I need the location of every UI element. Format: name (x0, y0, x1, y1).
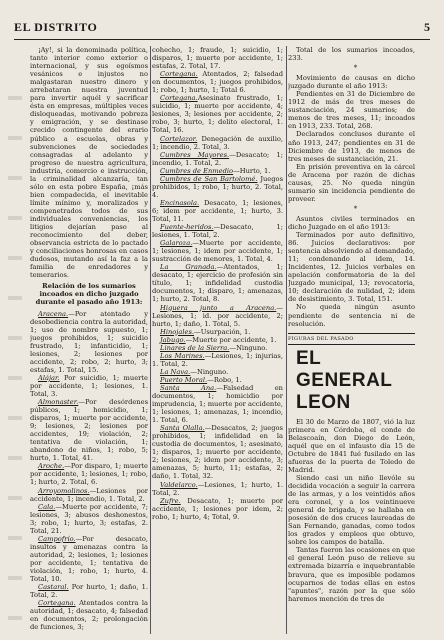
place-name: Cala. (38, 502, 56, 511)
place-name: Galaroza. (160, 239, 193, 248)
entry: Los Marines.—Lesiones, 1; injurias, 1. Total, 2. (152, 351, 283, 368)
entry: Santa Ana.—Falsedad en documentos, 1; homicidio por imprudencia, 1; muerte por accidente, 1; lesiones, 1; amenazas, 1; incendio, 1. Total, 6. (152, 383, 283, 425)
entry: Encinasola. Desacato, 1; lesiones, 6; idem por accidente, 1; hurto, 3. Total, 11. (152, 198, 283, 223)
entry: Cortegana. Atentados contra la autoridad, 1; desacato, 4; falsedad en documentos, 2; prolongación de funciones, 3; (30, 599, 148, 632)
entry: Cala.—Muerte por accidente, 7; lesiones, 3; abusos deshonestos, 3; robo, 1; hurto, 3; estafas, 2. Total, 21. (30, 502, 148, 535)
paragraph: En prisión preventiva en la cárcel de Aracena por razón de dichas causas, 25. No queda ningún sumario sin incidencia pendiente de proveer. (288, 162, 415, 203)
entry: Cortegana. Atentados, 2; falsedad en documentos, 1; juegos prohibidos, 1; robo, 1; hurto, 1; Total 6. (152, 70, 283, 95)
paragraph: Terminados por auto definitivo, 86. Juicios declarativos: por sentencia absolviendo al demandado, 11; condenando al idem, 14. Incidentes, 12. Juicios verbales en apelación conformatoria de la del Juzgado municipal, 13; revocatoria, 10; declaración de nulidad, 2; idem de desistimiento, 3. Total, 151. (288, 231, 415, 304)
place-name: Cortelazor. (160, 134, 198, 143)
entry: Valdelarco.—Lesiones, 1; hurto, 1. Total, 2. (152, 480, 283, 497)
entry: Cumbres de San Bartolomé. Juegos prohibidos, 1; robo, 1; hurto, 2. Total, 4. (152, 174, 283, 199)
column-divider (286, 46, 287, 634)
place-name: Valdelarco. (160, 480, 198, 489)
entry: Santa Olalla.—Desacatos, 2; juegos prohibidos, 1; infidelidad en la custodia de documentos, 1; asesinato, 1; disparos, 1; muerte por accidente, 2; lesiones, 2; idem por accidente, 3; amenazas, 5; hurto, 11; estafas, 2; daño, 1. Total, 32. (152, 424, 283, 481)
place-name: Linares de la Sierra. (160, 343, 230, 352)
place-name: Zufre. (160, 496, 181, 505)
place-name: Higuera junto a Aracena. (160, 303, 277, 312)
entry: Zufre. Desacato, 1; muerte por accidente, 1; lesiones por idem, 2; robo, 1; hurto, 4; Total, 9. (152, 496, 283, 521)
entry: Linares de la Sierra.—Ninguno. (160, 343, 268, 352)
paragraph: Asuntos civiles terminados en dicho Juzgado en el año 1913: (288, 214, 415, 231)
header-rule (14, 39, 430, 40)
paragraph: Pendientes en 31 de Diciembre de 1912 de más de tres meses de sustanciación, 24 sumarios; de menos de tres meses, 11; incoados en 1913, 233. Total, 268. (288, 90, 415, 131)
entry: Galaroza.—Muerte por accidente, 1; lesiones, 1; idem por accidente, 1; sustracción de menores, 1. Total, 4. (152, 239, 283, 264)
entry: Jabugo.—Muerte por accidente, 1. (160, 335, 277, 344)
place-name: Santa Ana. (160, 383, 217, 392)
page-number: 5 (424, 20, 430, 34)
entry: La Nava.—Ninguno. (160, 367, 229, 376)
place-name: La Granada. (160, 263, 217, 272)
column-3 (288, 46, 415, 634)
section-asterisk: * (353, 204, 358, 213)
place-name: Aroche. (38, 462, 65, 471)
entry: La Granada.—Atentados, 1; desacato, 1; ejercicio de profesión sin título, 1; infidelidad custodia documentos, 1; disparo, 1; amenazas, 1; hurto, 2. Total, 8. (152, 263, 283, 304)
entry: Almonaster.—Por desórdenes públicos, 1; homicidio, 1; disparos, 1; muerte por accidente, 9; lesiones, 2; lesiones por accidentes, 19; violación, 2; tentativa de violación, 1; abandono de niños, 1; robo, 5; hurto, 1. Total, 41. (30, 398, 148, 463)
entry: Puerto Moral.—Robo, 1. (160, 375, 242, 384)
entry: Arroyomolinos.—Lesiones por accidente, 1; incendio, 1. Total, 2. (30, 486, 148, 503)
place-name: Cumbres Mayores. (160, 150, 230, 159)
place-name: Aracena. (38, 309, 69, 318)
section-asterisk: * (353, 64, 358, 73)
paragraph: No queda ningún asunto pendiente de sentencia ni de resolución. (288, 303, 415, 328)
place-name: Santa Olalla. (160, 424, 205, 433)
entry: Campofrío.—Por desacato, insultos y amenazas contra la autoridad, 2; lesiones, 1; lesiones por accidente, 1; tentativa de violación, 1; robo, 1; hurto, 4. Total, 10. (30, 534, 148, 584)
entry: Hinojales.—Usurpación, 1. (160, 327, 251, 336)
entry: Aracena.—Por atentado y desobediencia contra la autoridad, 1; uso de nombre supuesto, 1; juegos prohibidos, 1; suicidio frustrado, 1; infanticidio, 1; lesiones, 2; lesiones por accidente, 2; robo, 2; hurto, 3; estafas, 1. Total, 15. (30, 309, 148, 374)
entry: Fuente-heridos.—Desacato, 1; lesiones, 1. Total, 2. (152, 223, 283, 240)
place-name: Cumbres de San Bartolomé. (160, 174, 258, 183)
paragraph: ¡Ay!, si la denominada política, tanto interior como exterior o internacional, y sus egoísmos vesánicos e injustos no malgastaran nuestro dinero y arrebataran nuestra juventud para invertir aquél y sacrificar ésta en empresas, múltiples veces disloqueadas, motivando pobreza y emigración, y se destinase crecido contingente del erario público a escuelas, obras y subvenciones de sociedades consagradas al adelanto y progreso de nuestra agricultura, industria, comercio e instrucción, la criminalidad alcanzaría, tan sólo en esta pobre España, ¡más bien compadecida, el inevitable límite mínimo y, moralizados y compenetrados todos de sus individuales conveniencias, los litigios dejarían paso al reconocimiento del deber, observancia estricta de lo pactado y conciliaciones honrosas en casos dudosos, mutando así la faz a la familia de enredadores y temerarios. (30, 46, 148, 280)
place-name: Campofrío. (38, 534, 76, 543)
binding-margin (8, 60, 22, 630)
paragraph: Total de los sumarios incoados, 233. (288, 46, 415, 63)
paragraph: cohecho, 1; fraude, 1; suicidio, 1; disparos, 1; muerte por accidente, 1; estafas, 2. Total, 17. (152, 46, 283, 71)
place-name: Cumbres de Enmedio (160, 166, 234, 175)
entry: Alájar. Por suicidio, 1; muerte por accidente, 1; lesiones, 1. Total, 3. (30, 373, 148, 398)
place-name: Alájar. (38, 373, 60, 382)
place-name: Arroyomolinos. (38, 486, 90, 495)
column-divider (150, 46, 151, 634)
paragraph: Tantas fueron las ocasiones en que el general León puso de relieve su extremada bizarría e inquebrantable bravura, que es imposible podamos ocuparnos de todas ellas en estos "apuntes", razón por la que sólo haremos mención de tres de (288, 546, 415, 603)
place-name: Hinojales. (160, 327, 195, 336)
entry: Cortegana.Asesinato frustrado, 1; suicidio, 1; muerte por accidente, 4; lesiones, 3; lesiones por accidente, 2; robo, 3; hurto, 1; delito electoral, 1. Total, 16. (152, 94, 283, 135)
place-name: Jabugo. (160, 335, 186, 344)
page-header (14, 4, 430, 38)
place-name: Cortegana. (38, 599, 76, 608)
place-name: Cortegana. (160, 94, 198, 103)
place-name: Los Marines. (160, 351, 205, 360)
newspaper-title: EL DISTRITO (14, 20, 98, 34)
paragraph: Movimiento de causas en dicho juzgado durante el año 1913: (288, 74, 415, 91)
entry: Higuera junto a Aracena.—Lesiones, 1; id. por accidente, 2; hurto, 1; daño, 1. Total, 5. (152, 303, 283, 328)
place-name: Fuente-heridos. (160, 223, 214, 232)
place-name: Almonaster. (38, 398, 79, 407)
entry: Cortelazor. Denegación de auxilio, 1; incendio, 2. Total, 3. (152, 134, 283, 151)
column-2 (152, 46, 283, 634)
place-name: Puerto Moral. (160, 375, 208, 384)
place-name: Encinasola. (160, 198, 200, 207)
column-1 (30, 46, 148, 634)
place-name: La Nava. (160, 367, 191, 376)
article-headline: EL GENERAL LEON (296, 347, 393, 413)
paragraph: El 30 de Marzo de 1807, vió la luz primera en Córdoba, el conde de Belascoaín, don Diego de León, aquél que en el infausto día 15 de Octubre de 1841 fué fusilado en las afueras de la puerta de Toledo de Madrid. (288, 417, 415, 474)
paragraph: Siendo casi un niño llevóle su decidida vocación a seguir la carrera de las armas, y a los veintidós años era coronel, y a los veintinueve general de brigada, y se hallaba en posesión de dos cruces laureadas de San Fernando, ganadas, como todos los grados y empleos que obtuvo, sobre los campos de batalla. (288, 473, 415, 547)
place-name: Cortegana. (160, 70, 198, 79)
section-heading: Relación de los sumarios incoados en dicho juzgado durante el pasado año 1913: (35, 282, 143, 307)
entry: Castaral. Por hurto, 1; daño, 1. Total, 2. (30, 583, 148, 600)
entry: Cumbres Mayores.—Desacato; 1; incendio, 1. Total, 2. (152, 150, 283, 167)
place-name: Castaral. (38, 583, 69, 592)
entry: Cumbres de Enmedio—Hurto, 1. (160, 166, 271, 175)
paragraph: Declarados conclusos durante el año 1913, 247; pendientes en 31 de Diciembre de 1913, de menos de tres meses de sustanciación, 21. (288, 130, 415, 163)
entry: Aroche.—Por disparo, 1; muerte por accidente, 1; lesiones, 1; robo, 1; hurto, 2. Total, 6. (30, 462, 148, 487)
section-caption: FIGURAS DEL PASADO (288, 333, 415, 345)
